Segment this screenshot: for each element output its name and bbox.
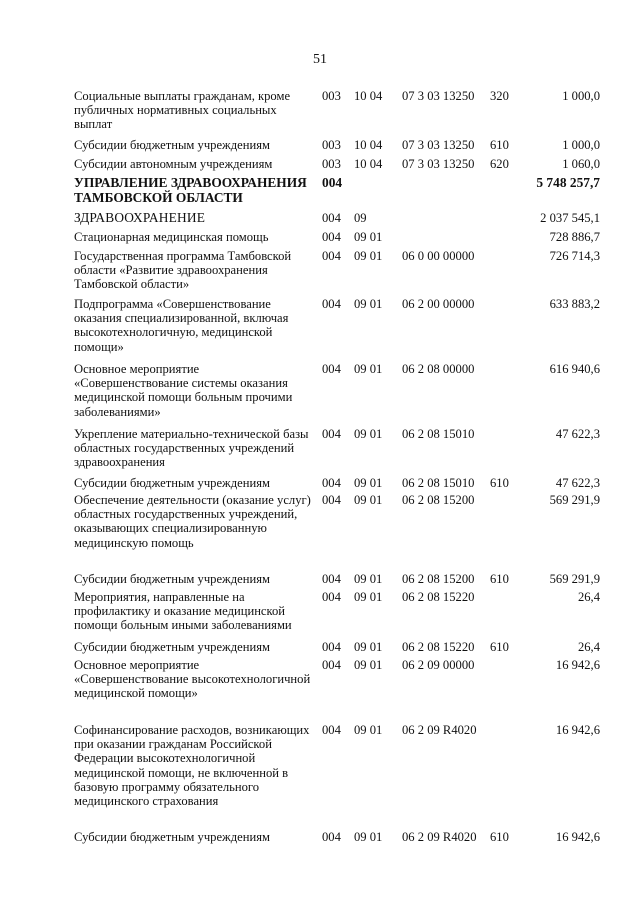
row-cs: 06 2 09 R4020 xyxy=(402,830,477,844)
row-name: Основное мероприятие «Совершенствование высокотехнологичной медицинской помощи» xyxy=(74,658,311,701)
row-name: УПРАВЛЕНИЕ ЗДРАВООХРАНЕНИЯ ТАМБОВСКОЙ ОБЛАСТИ xyxy=(74,175,307,205)
row-sum: 26,4 xyxy=(577,640,600,654)
row-sum: 616 940,6 xyxy=(549,362,600,376)
row-sum: 1 000,0 xyxy=(562,89,600,103)
row-rz: 09 01 xyxy=(354,658,383,672)
row-ved: 004 xyxy=(322,590,341,604)
row-sum: 569 291,9 xyxy=(549,572,600,586)
row-vr: 610 xyxy=(490,640,509,654)
row-name: ЗДРАВООХРАНЕНИЕ xyxy=(74,210,206,225)
row-rz: 09 01 xyxy=(354,830,383,844)
row-name: Государственная программа Тамбовской области «Развитие здравоохранения Тамбовской области» xyxy=(74,249,292,292)
row-cs: 07 3 03 13250 xyxy=(402,157,475,171)
row-cs: 06 2 08 15200 xyxy=(402,493,475,507)
row-sum: 5 748 257,7 xyxy=(536,175,600,190)
row-ved: 004 xyxy=(322,658,341,672)
row-sum: 16 942,6 xyxy=(555,658,600,672)
row-rz: 09 01 xyxy=(354,427,383,441)
row-cs: 06 2 08 00000 xyxy=(402,362,475,376)
row-sum: 569 291,9 xyxy=(549,493,600,507)
row-ved: 004 xyxy=(322,427,341,441)
row-cs: 06 2 00 00000 xyxy=(402,297,475,311)
row-rz: 09 01 xyxy=(354,362,383,376)
row-cs: 06 2 08 15010 xyxy=(402,476,475,490)
row-ved: 003 xyxy=(322,157,341,171)
row-ved: 004 xyxy=(322,362,341,376)
row-sum: 47 622,3 xyxy=(555,427,600,441)
row-name: Основное мероприятие «Совершенствование системы оказания медицинской помощи больным прочими заболеваниями» xyxy=(74,362,293,419)
row-rz: 10 04 xyxy=(354,157,383,171)
row-ved: 004 xyxy=(322,830,341,844)
row-ved: 004 xyxy=(322,249,341,263)
row-sum: 1 000,0 xyxy=(562,138,600,152)
row-ved: 003 xyxy=(322,89,341,103)
row-rz: 10 04 xyxy=(354,89,383,103)
row-rz: 09 xyxy=(354,211,367,225)
row-cs: 06 2 09 00000 xyxy=(402,658,475,672)
row-ved: 004 xyxy=(322,640,341,654)
row-vr: 610 xyxy=(490,138,509,152)
row-name: Мероприятия, направленные на профилактику и оказание медицинской помощи больным иными заболеваниями xyxy=(74,590,292,633)
row-cs: 06 2 09 R4020 xyxy=(402,723,477,737)
row-rz: 09 01 xyxy=(354,297,383,311)
row-name: Субсидии бюджетным учреждениям xyxy=(74,476,270,490)
row-ved: 004 xyxy=(322,723,341,737)
row-ved: 004 xyxy=(322,297,341,311)
row-name: Субсидии бюджетным учреждениям xyxy=(74,138,270,152)
row-name: Субсидии бюджетным учреждениям xyxy=(74,830,270,844)
row-cs: 07 3 03 13250 xyxy=(402,89,475,103)
row-ved: 003 xyxy=(322,138,341,152)
row-sum: 726 714,3 xyxy=(549,249,600,263)
row-name: Стационарная медицинская помощь xyxy=(74,230,269,244)
row-sum: 26,4 xyxy=(577,590,600,604)
row-sum: 16 942,6 xyxy=(555,830,600,844)
row-ved: 004 xyxy=(322,572,341,586)
row-name: Субсидии бюджетным учреждениям xyxy=(74,572,270,586)
row-cs: 06 2 08 15200 xyxy=(402,572,475,586)
row-sum: 1 060,0 xyxy=(562,157,600,171)
row-rz: 09 01 xyxy=(354,493,383,507)
row-name: Социальные выплаты гражданам, кроме публичных нормативных социальных выплат xyxy=(74,89,291,132)
row-rz: 09 01 xyxy=(354,590,383,604)
row-ved: 004 xyxy=(322,476,341,490)
row-cs: 06 2 08 15010 xyxy=(402,427,475,441)
row-sum: 728 886,7 xyxy=(549,230,600,244)
row-vr: 620 xyxy=(490,157,509,171)
row-vr: 610 xyxy=(490,830,509,844)
row-name: Субсидии бюджетным учреждениям xyxy=(74,640,270,654)
row-name: Подпрограмма «Совершенствование оказания специализированной, включая высокотехнологичную, медицинской помощи» xyxy=(74,297,289,354)
row-name: Обеспечение деятельности (оказание услуг) областных государственных учреждений, оказывающих специализированную медицинскую помощь xyxy=(74,493,311,550)
row-rz: 09 01 xyxy=(354,230,383,244)
row-ved: 004 xyxy=(322,175,343,190)
row-ved: 004 xyxy=(322,230,341,244)
row-ved: 004 xyxy=(322,211,341,225)
row-vr: 610 xyxy=(490,476,509,490)
row-vr: 610 xyxy=(490,572,509,586)
row-sum: 16 942,6 xyxy=(555,723,600,737)
row-rz: 09 01 xyxy=(354,476,383,490)
row-sum: 633 883,2 xyxy=(549,297,600,311)
row-sum: 2 037 545,1 xyxy=(540,211,600,225)
row-sum: 47 622,3 xyxy=(555,476,600,490)
row-ved: 004 xyxy=(322,493,341,507)
row-name: Укрепление материально-технической базы областных государственных учреждений здравоохранения xyxy=(74,427,309,470)
row-cs: 06 0 00 00000 xyxy=(402,249,475,263)
row-name: Субсидии автономным учреждениям xyxy=(74,157,273,171)
row-rz: 09 01 xyxy=(354,572,383,586)
row-name: Софинансирование расходов, возникающих при оказании гражданам Российской Федерации высокотехнологичной медицинской помощи, не включенной в базовую программу обязательного медицинского страхования xyxy=(74,723,310,809)
row-vr: 320 xyxy=(490,89,509,103)
row-rz: 09 01 xyxy=(354,640,383,654)
row-cs: 06 2 08 15220 xyxy=(402,590,475,604)
row-cs: 06 2 08 15220 xyxy=(402,640,475,654)
row-rz: 09 01 xyxy=(354,249,383,263)
row-rz: 10 04 xyxy=(354,138,383,152)
row-cs: 07 3 03 13250 xyxy=(402,138,475,152)
page-number: 51 xyxy=(313,52,327,67)
row-rz: 09 01 xyxy=(354,723,383,737)
